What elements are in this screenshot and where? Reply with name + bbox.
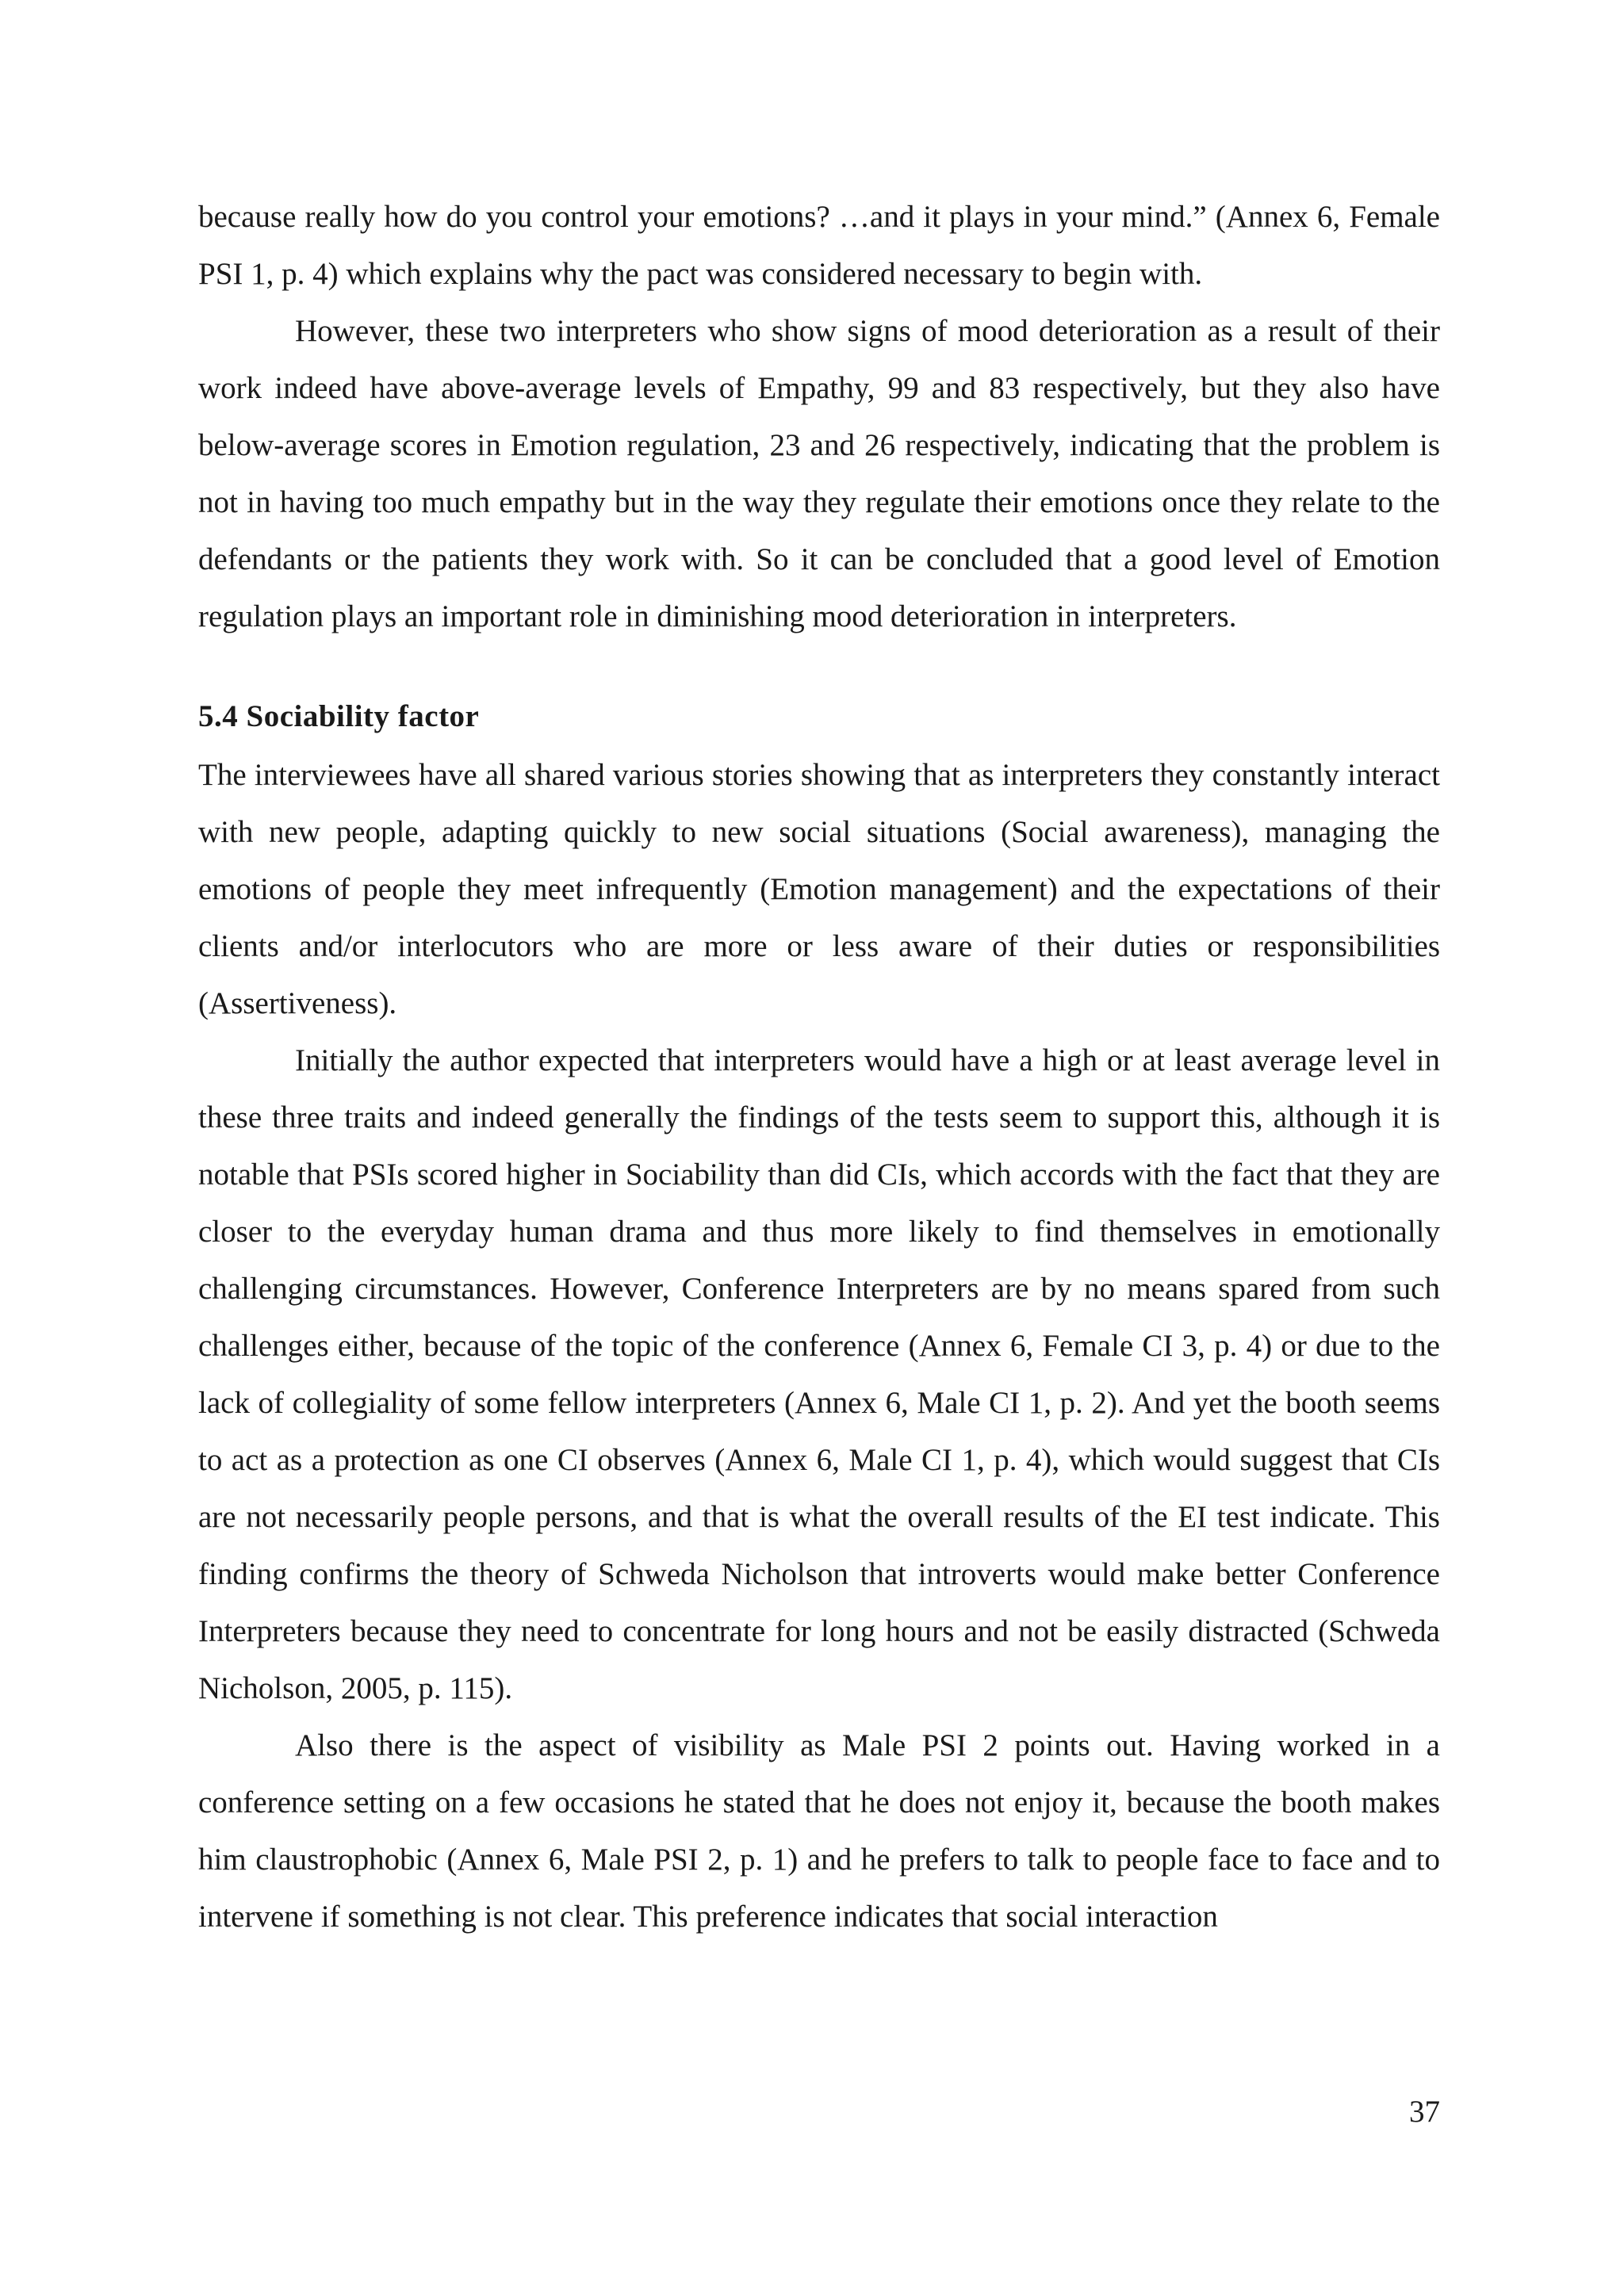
paragraph-mood-deterioration: However, these two interpreters who show signs of mood deterioration as a result of their work indeed have above-average levels of Empathy, 99 and 83 respectively, but they also have below-average scores in Emotion regulation, 23 and 26 respectively, indicating that the problem is not in having too much empathy but in the way they regulate their emotions once they relate to the defendants or the patients they work with. So it can be concluded that a good level of Emotion regulation plays an important role in diminishing mood deterioration in interpreters.: [198, 314, 1440, 633]
paragraph-continuation: because really how do you control your emotions? …and it plays in your mind.” (Annex 6, Female PSI 1, p. 4) which explains why the pact was considered necessary to begin with.: [198, 200, 1440, 291]
section-heading: 5.4 Sociability factor: [198, 699, 480, 733]
page-number: 37: [1409, 2095, 1440, 2129]
paragraph-initial-expectations: Initially the author expected that interpreters would have a high or at least average level in these three traits and indeed generally the findings of the tests seem to support this, although it is notable that PSIs scored higher in Sociability than did CIs, which accords with the fact that they are closer to the everyday human drama and thus more likely to find themselves in emotionally challenging circumstances. However, Conference Interpreters are by no means spared from such challenges either, because of the topic of the conference (Annex 6, Female CI 3, p. 4) or due to the lack of collegiality of some fellow interpreters (Annex 6, Male CI 1, p. 2). And yet the booth seems to act as a protection as one CI observes (Annex 6, Male CI 1, p. 4), which would suggest that CIs are not necessarily people persons, and that is what the overall results of the EI test indicate. This finding confirms the theory of Schweda Nicholson that introverts would make better Conference Interpreters because they need to concentrate for long hours and not be easily distracted (Schweda Nicholson, 2005, p. 115).: [198, 1043, 1440, 1705]
document-page: [198, 189, 1440, 1946]
paragraph-interviewees: The interviewees have all shared various stories showing that as interpreters they constantly interact with new people, adapting quickly to new social situations (Social awareness), managing the emotions of people they meet infrequently (Emotion management) and the expectations of their clients and/or interlocutors who are more or less aware of their duties or responsibilities (Assertiveness).: [198, 758, 1440, 1020]
paragraph-visibility: Also there is the aspect of visibility as Male PSI 2 points out. Having worked in a conference setting on a few occasions he stated that he does not enjoy it, because the booth makes him claustrophobic (Annex 6, Male PSI 2, p. 1) and he prefers to talk to people face to face and to intervene if something is not clear. This preference indicates that social interaction: [198, 1728, 1440, 1934]
